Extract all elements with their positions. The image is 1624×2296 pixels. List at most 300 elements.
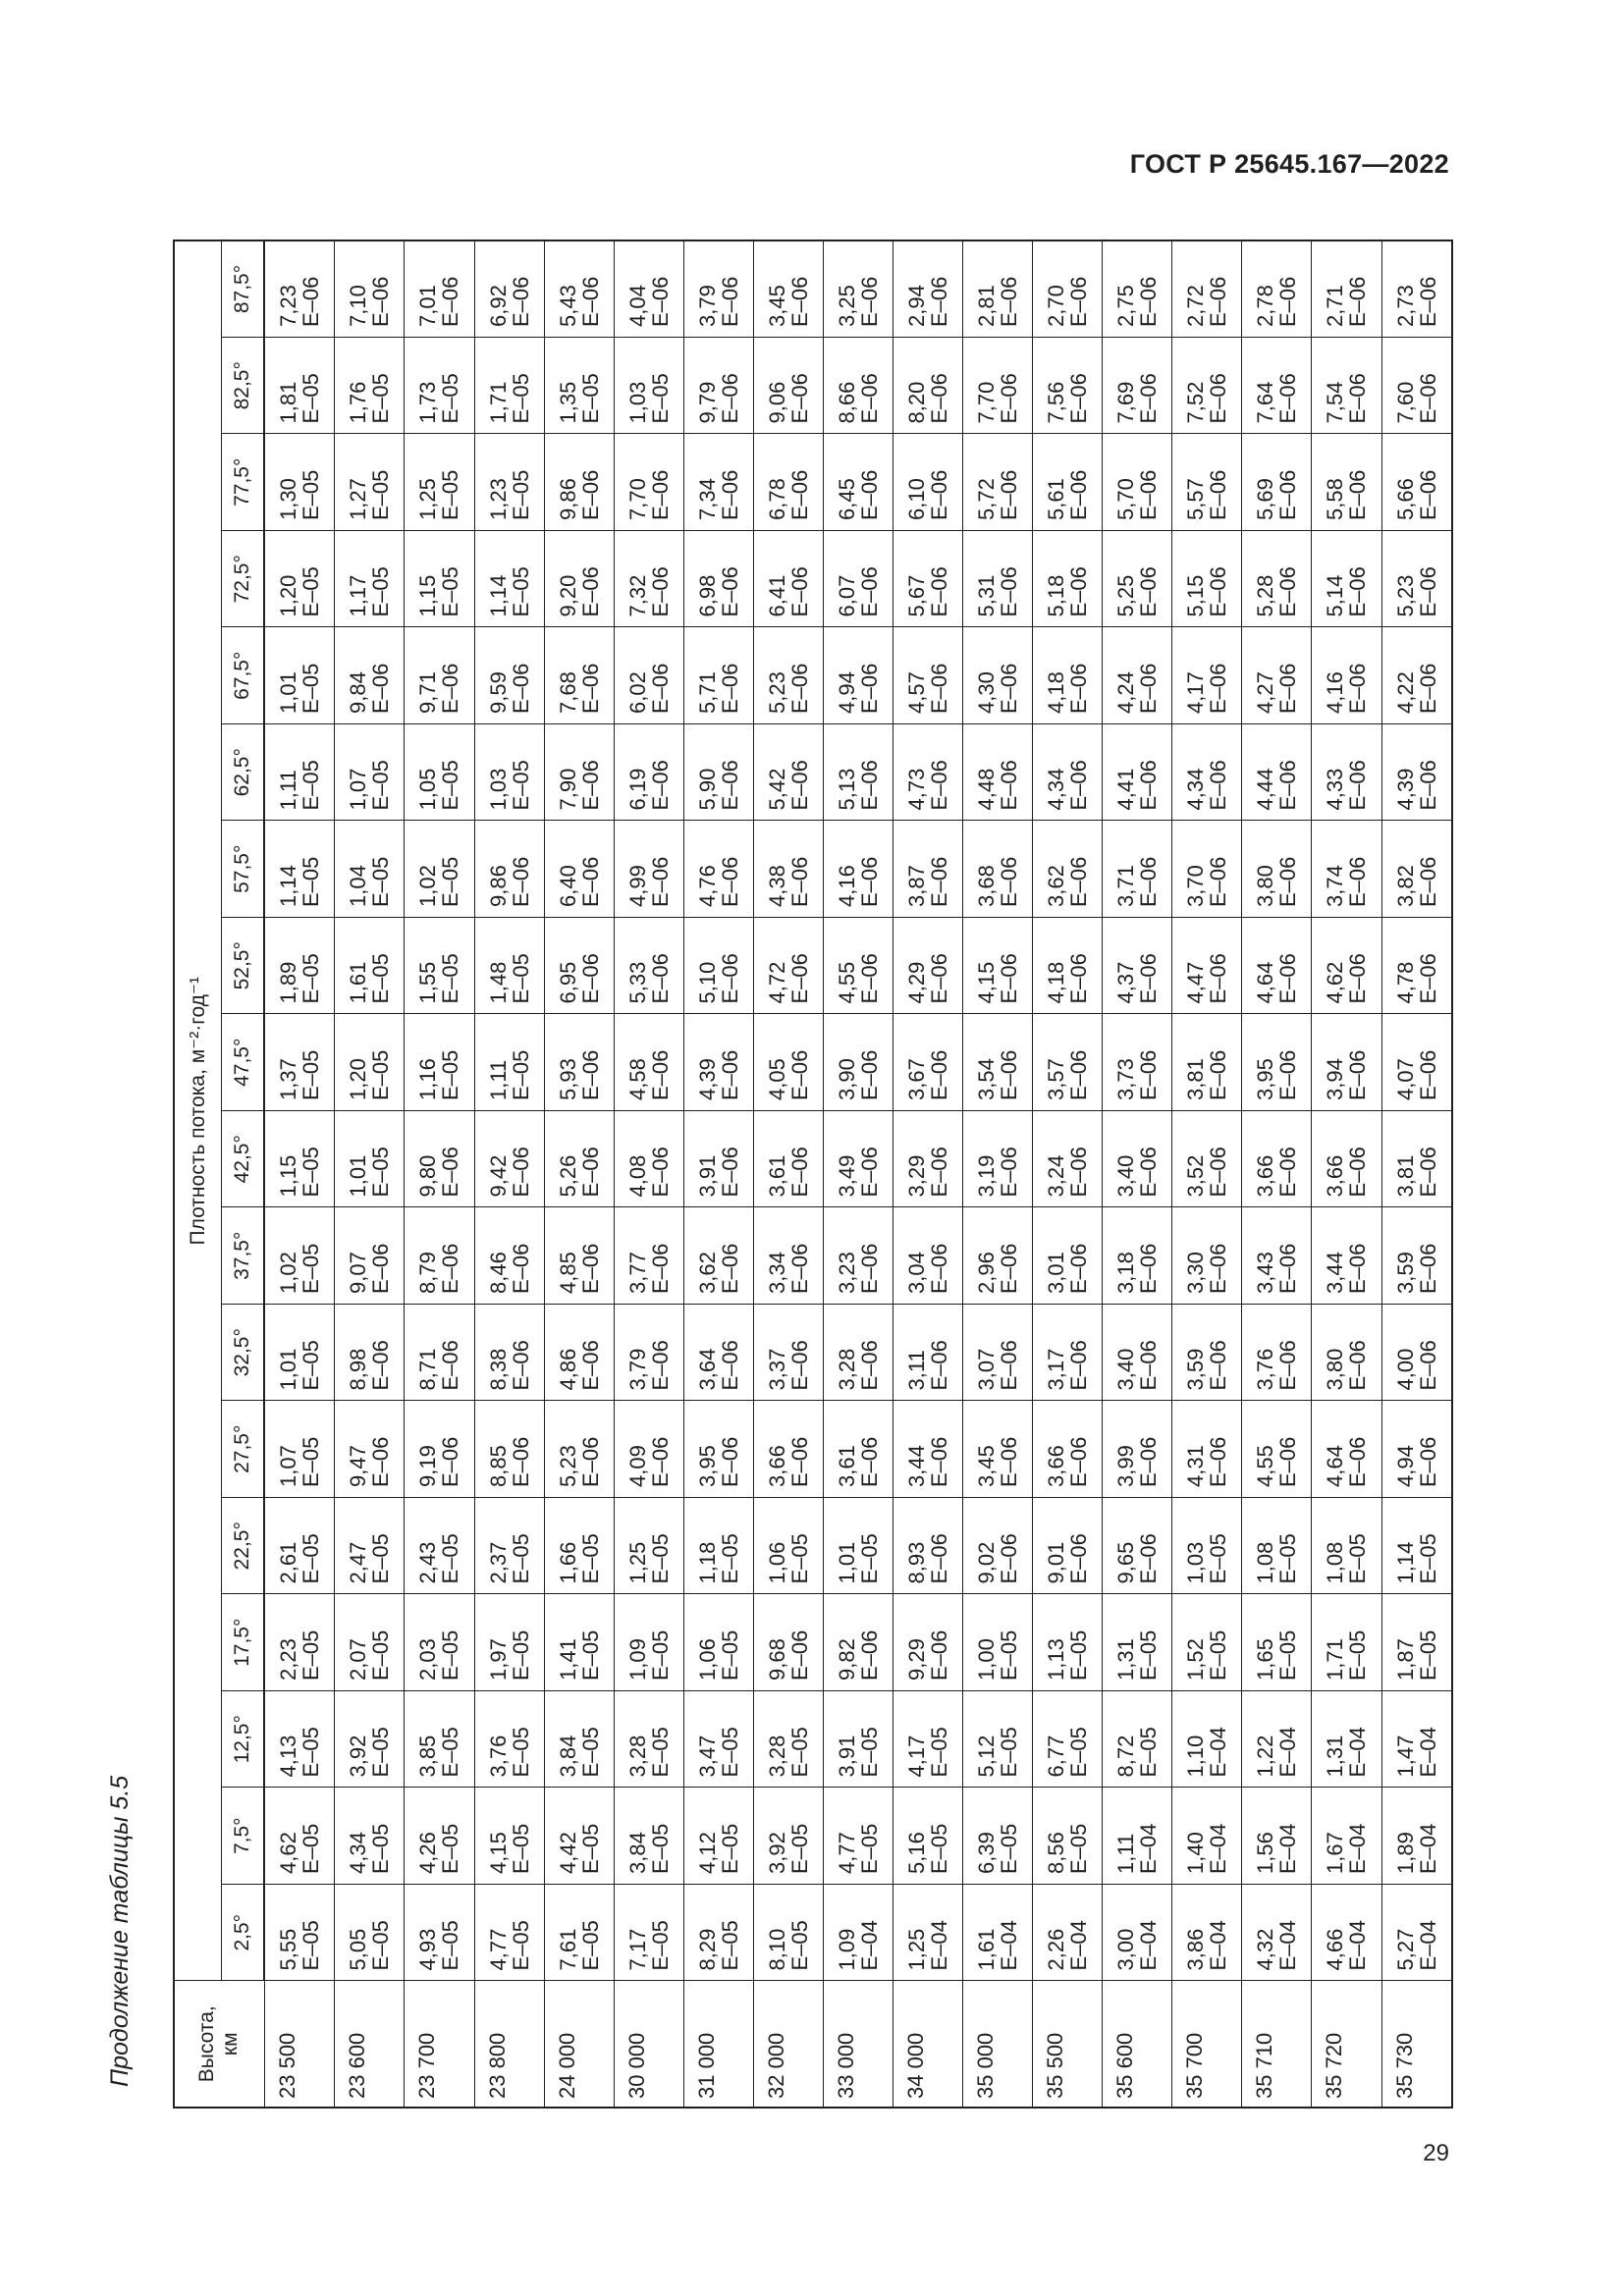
flux-exponent: E–06 bbox=[1136, 760, 1162, 811]
flux-mantissa: 1,18 bbox=[694, 1541, 720, 1584]
flux-value-cell bbox=[474, 240, 544, 338]
flux-exponent: E–05 bbox=[298, 1243, 324, 1294]
flux-exponent: E–05 bbox=[647, 1920, 673, 1971]
flux-value-cell bbox=[405, 918, 474, 1015]
flux-mantissa: 3,52 bbox=[1183, 1154, 1209, 1198]
flux-mantissa: 1,07 bbox=[346, 768, 371, 811]
flux-mantissa: 1,25 bbox=[904, 1928, 929, 1971]
flux-mantissa: 3,04 bbox=[904, 1252, 929, 1294]
flux-value-cell bbox=[1312, 627, 1381, 724]
flux-value-cell bbox=[335, 1691, 405, 1789]
flux-mantissa: 2,81 bbox=[974, 285, 1000, 327]
flux-value-cell bbox=[753, 627, 823, 724]
flux-value-cell bbox=[544, 821, 614, 918]
flux-exponent: E–06 bbox=[1136, 1147, 1162, 1198]
flux-mantissa: 1,11 bbox=[276, 770, 301, 811]
flux-value-cell bbox=[1381, 1691, 1452, 1789]
flux-mantissa: 3,00 bbox=[1113, 1928, 1139, 1971]
flux-mantissa: 3,79 bbox=[624, 1348, 650, 1391]
flux-value-cell bbox=[544, 1885, 614, 1982]
flux-exponent: E–06 bbox=[1345, 276, 1371, 327]
flux-mantissa: 4,31 bbox=[1183, 1445, 1209, 1487]
flux-value-cell bbox=[405, 1691, 474, 1789]
flux-exponent: E–05 bbox=[1415, 1629, 1440, 1681]
flux-mantissa: 5,10 bbox=[694, 961, 720, 1004]
flux-mantissa: 8,71 bbox=[415, 1348, 441, 1391]
flux-mantissa: 3,92 bbox=[346, 1735, 371, 1778]
flux-exponent: E–05 bbox=[577, 1533, 603, 1584]
flux-value-cell bbox=[614, 1111, 683, 1208]
flux-value-cell bbox=[405, 240, 474, 338]
flux-exponent: E–06 bbox=[927, 953, 951, 1004]
flux-value-cell bbox=[753, 338, 823, 435]
flux-mantissa: 4,77 bbox=[834, 1832, 859, 1874]
flux-exponent: E–06 bbox=[1275, 1147, 1301, 1198]
flux-exponent: E–06 bbox=[1415, 1436, 1440, 1487]
flux-exponent: E–06 bbox=[786, 953, 812, 1004]
flux-exponent: E–06 bbox=[856, 469, 882, 520]
flux-value-cell bbox=[474, 627, 544, 724]
flux-value-cell bbox=[1103, 1788, 1172, 1885]
flux-mantissa: 5,23 bbox=[1392, 574, 1418, 617]
flux-exponent: E–06 bbox=[856, 1629, 882, 1681]
flux-value-cell bbox=[1103, 1885, 1172, 1982]
flux-value-cell bbox=[264, 1207, 335, 1305]
flux-exponent: E–05 bbox=[647, 1823, 673, 1874]
flux-exponent: E–06 bbox=[1415, 1340, 1440, 1391]
flux-exponent: E–05 bbox=[647, 1727, 673, 1778]
flux-exponent: E–06 bbox=[438, 663, 463, 714]
flux-value-cell bbox=[963, 1788, 1033, 1885]
flux-mantissa: 8,46 bbox=[485, 1252, 511, 1294]
flux-exponent: E–06 bbox=[786, 1340, 812, 1391]
flux-exponent: E–05 bbox=[927, 1727, 951, 1778]
flux-mantissa: 7,64 bbox=[1253, 381, 1278, 424]
flux-exponent: E–06 bbox=[786, 1436, 812, 1487]
flux-exponent: E–06 bbox=[1136, 1533, 1162, 1584]
flux-mantissa: 5,27 bbox=[1392, 1928, 1418, 1971]
flux-exponent: E–04 bbox=[927, 1920, 951, 1971]
flux-value-cell bbox=[544, 627, 614, 724]
flux-mantissa: 5,61 bbox=[1044, 478, 1069, 520]
flux-value-cell bbox=[893, 531, 962, 628]
flux-exponent: E–06 bbox=[647, 1340, 673, 1391]
flux-mantissa: 1,22 bbox=[1253, 1735, 1278, 1778]
flux-value-cell bbox=[1172, 240, 1242, 338]
table-row bbox=[1172, 240, 1242, 2108]
flux-mantissa: 4,08 bbox=[624, 1154, 650, 1198]
flux-exponent: E–06 bbox=[856, 1049, 882, 1100]
flux-exponent: E–05 bbox=[997, 1727, 1022, 1778]
flux-value-cell bbox=[753, 1207, 823, 1305]
flux-mantissa: 3,61 bbox=[764, 1154, 789, 1198]
flux-value-cell bbox=[1033, 1305, 1103, 1402]
flux-value-cell bbox=[264, 1401, 335, 1498]
flux-exponent: E–05 bbox=[438, 469, 463, 520]
flux-exponent: E–06 bbox=[298, 276, 324, 327]
flux-mantissa: 1,00 bbox=[974, 1638, 1000, 1681]
flux-mantissa: 5,90 bbox=[694, 768, 720, 811]
flux-value-cell bbox=[614, 1885, 683, 1982]
flux-exponent: E–06 bbox=[1415, 1049, 1440, 1100]
flux-mantissa: 3,23 bbox=[834, 1252, 859, 1294]
flux-value-cell bbox=[335, 1885, 405, 1982]
flux-mantissa: 3,17 bbox=[1044, 1348, 1069, 1391]
flux-value-cell bbox=[893, 1401, 962, 1498]
flux-mantissa: 9,68 bbox=[764, 1638, 789, 1681]
flux-exponent: E–05 bbox=[856, 1727, 882, 1778]
flux-exponent: E–06 bbox=[717, 856, 742, 907]
flux-mantissa: 3,76 bbox=[1253, 1348, 1278, 1391]
flux-value-cell bbox=[753, 918, 823, 1015]
flux-mantissa: 3,49 bbox=[834, 1154, 859, 1198]
flux-mantissa: 7,90 bbox=[555, 768, 580, 811]
flux-exponent: E–06 bbox=[717, 1243, 742, 1294]
flux-value-cell bbox=[335, 531, 405, 628]
flux-exponent: E–05 bbox=[508, 566, 533, 617]
flux-exponent: E–06 bbox=[1136, 1340, 1162, 1391]
flux-value-cell bbox=[1103, 918, 1172, 1015]
flux-exponent: E–06 bbox=[647, 663, 673, 714]
flux-value-cell bbox=[823, 1691, 893, 1789]
flux-value-cell bbox=[405, 531, 474, 628]
flux-exponent: E–06 bbox=[1066, 276, 1092, 327]
flux-mantissa: 4,17 bbox=[904, 1735, 929, 1778]
flux-exponent: E–05 bbox=[717, 1727, 742, 1778]
flux-mantissa: 3,79 bbox=[694, 285, 720, 327]
flux-exponent: E–06 bbox=[508, 1147, 533, 1198]
flux-mantissa: 1,81 bbox=[276, 381, 301, 424]
flux-exponent: E–05 bbox=[298, 760, 324, 811]
flux-exponent: E–06 bbox=[856, 1243, 882, 1294]
flux-exponent: E–05 bbox=[717, 1920, 742, 1971]
flux-value-cell bbox=[1312, 1788, 1381, 1885]
flux-mantissa: 3,68 bbox=[974, 865, 1000, 907]
flux-mantissa: 4,30 bbox=[974, 671, 1000, 714]
flux-value-cell bbox=[614, 1594, 683, 1691]
flux-value-cell bbox=[405, 338, 474, 435]
height-cell: 35 000 bbox=[963, 1981, 1033, 2108]
flux-exponent: E–05 bbox=[1066, 1823, 1092, 1874]
flux-mantissa: 2,75 bbox=[1113, 285, 1139, 327]
flux-value-cell bbox=[893, 1305, 962, 1402]
flux-exponent: E–05 bbox=[438, 373, 463, 424]
flux-mantissa: 5,66 bbox=[1392, 478, 1418, 520]
flux-value-cell bbox=[1103, 627, 1172, 724]
flux-value-cell bbox=[823, 1788, 893, 1885]
flux-mantissa: 9,20 bbox=[555, 574, 580, 617]
flux-value-cell bbox=[405, 1885, 474, 1982]
flux-value-cell bbox=[753, 434, 823, 531]
angle-header: 67,5° bbox=[221, 627, 264, 724]
flux-value-cell bbox=[963, 1207, 1033, 1305]
flux-mantissa: 4,34 bbox=[346, 1832, 371, 1874]
flux-value-cell bbox=[823, 1885, 893, 1982]
flux-value-cell bbox=[1172, 1788, 1242, 1885]
flux-exponent: E–05 bbox=[438, 953, 463, 1004]
flux-mantissa: 4,47 bbox=[1183, 961, 1209, 1004]
flux-mantissa: 4,38 bbox=[764, 865, 789, 907]
flux-exponent: E–06 bbox=[997, 663, 1022, 714]
flux-value-cell bbox=[1242, 1885, 1312, 1982]
flux-value-cell bbox=[614, 531, 683, 628]
height-cell: 30 000 bbox=[614, 1981, 683, 2108]
flux-mantissa: 1,08 bbox=[1253, 1541, 1278, 1584]
flux-value-cell bbox=[1103, 1305, 1172, 1402]
flux-exponent: E–04 bbox=[1136, 1823, 1162, 1874]
flux-mantissa: 3,62 bbox=[1044, 865, 1069, 907]
flux-exponent: E–06 bbox=[1066, 1147, 1092, 1198]
flux-exponent: E–06 bbox=[1206, 1436, 1231, 1487]
flux-exponent: E–06 bbox=[1206, 760, 1231, 811]
flux-mantissa: 7,52 bbox=[1183, 381, 1209, 424]
flux-exponent: E–06 bbox=[997, 469, 1022, 520]
flux-mantissa: 3,76 bbox=[485, 1735, 511, 1778]
flux-exponent: E–06 bbox=[647, 1049, 673, 1100]
flux-density-table bbox=[173, 240, 1453, 2109]
flux-exponent: E–05 bbox=[1275, 1533, 1301, 1584]
flux-value-cell bbox=[1103, 1401, 1172, 1498]
flux-value-cell bbox=[893, 1885, 962, 1982]
flux-exponent: E–06 bbox=[1206, 566, 1231, 617]
flux-exponent: E–06 bbox=[1415, 276, 1440, 327]
flux-value-cell bbox=[474, 1498, 544, 1595]
table-row bbox=[264, 240, 335, 2108]
flux-exponent: E–04 bbox=[1345, 1727, 1371, 1778]
flux-mantissa: 1,09 bbox=[624, 1638, 650, 1681]
flux-value-cell bbox=[753, 1788, 823, 1885]
flux-mantissa: 1,14 bbox=[276, 865, 301, 907]
flux-value-cell bbox=[405, 1401, 474, 1498]
flux-exponent: E–05 bbox=[1136, 1629, 1162, 1681]
flux-exponent: E–05 bbox=[438, 1629, 463, 1681]
flux-mantissa: 1,08 bbox=[1323, 1541, 1348, 1584]
flux-value-cell bbox=[1242, 1014, 1312, 1111]
flux-value-cell bbox=[1242, 1207, 1312, 1305]
flux-exponent: E–05 bbox=[298, 1533, 324, 1584]
flux-exponent: E–06 bbox=[1066, 953, 1092, 1004]
flux-mantissa: 3,64 bbox=[694, 1348, 720, 1391]
flux-exponent: E–06 bbox=[717, 566, 742, 617]
flux-exponent: E–06 bbox=[786, 856, 812, 907]
flux-exponent: E–06 bbox=[1136, 663, 1162, 714]
flux-exponent: E–06 bbox=[1136, 856, 1162, 907]
flux-value-cell bbox=[474, 1788, 544, 1885]
flux-value-cell bbox=[683, 1111, 753, 1208]
flux-exponent: E–06 bbox=[1345, 373, 1371, 424]
flux-exponent: E–06 bbox=[927, 373, 951, 424]
flux-value-cell bbox=[1312, 1305, 1381, 1402]
flux-exponent: E–05 bbox=[856, 1823, 882, 1874]
flux-mantissa: 5,23 bbox=[555, 1445, 580, 1487]
flux-mantissa: 5,67 bbox=[904, 574, 929, 617]
flux-mantissa: 4,39 bbox=[694, 1058, 720, 1100]
flux-mantissa: 1,71 bbox=[1323, 1638, 1348, 1681]
flux-value-cell bbox=[823, 1401, 893, 1498]
flux-value-cell bbox=[405, 1594, 474, 1691]
height-cell: 35 720 bbox=[1312, 1981, 1381, 2108]
angle-header: 52,5° bbox=[221, 918, 264, 1015]
flux-mantissa: 1,30 bbox=[276, 478, 301, 520]
flux-exponent: E–05 bbox=[508, 373, 533, 424]
flux-value-cell bbox=[893, 1594, 962, 1691]
flux-value-cell bbox=[1381, 724, 1452, 822]
flux-exponent: E–06 bbox=[1206, 856, 1231, 907]
table-row bbox=[963, 240, 1033, 2108]
flux-exponent: E–05 bbox=[577, 1727, 603, 1778]
flux-exponent: E–05 bbox=[856, 1533, 882, 1584]
flux-value-cell bbox=[963, 918, 1033, 1015]
flux-exponent: E–06 bbox=[1206, 1049, 1231, 1100]
flux-value-cell bbox=[963, 821, 1033, 918]
flux-mantissa: 3,18 bbox=[1113, 1252, 1139, 1294]
flux-value-cell bbox=[544, 724, 614, 822]
flux-exponent: E–05 bbox=[368, 1533, 394, 1584]
flux-exponent: E–06 bbox=[717, 1147, 742, 1198]
flux-value-cell bbox=[823, 1014, 893, 1111]
flux-mantissa: 4,41 bbox=[1113, 768, 1139, 811]
flux-mantissa: 6,10 bbox=[904, 478, 929, 520]
flux-value-cell bbox=[405, 627, 474, 724]
flux-exponent: E–06 bbox=[508, 1243, 533, 1294]
flux-value-cell bbox=[1033, 627, 1103, 724]
flux-mantissa: 4,27 bbox=[1253, 671, 1278, 714]
flux-mantissa: 4,77 bbox=[485, 1928, 511, 1971]
flux-value-cell bbox=[1033, 724, 1103, 822]
flux-exponent: E–06 bbox=[856, 1436, 882, 1487]
flux-value-cell bbox=[614, 1207, 683, 1305]
flux-exponent: E–04 bbox=[1275, 1727, 1301, 1778]
flux-mantissa: 4,94 bbox=[1392, 1445, 1418, 1487]
height-cell: 33 000 bbox=[823, 1981, 893, 2108]
flux-exponent: E–06 bbox=[1345, 566, 1371, 617]
height-cell: 24 000 bbox=[544, 1981, 614, 2108]
angle-header: 17,5° bbox=[221, 1594, 264, 1691]
flux-value-cell bbox=[1172, 531, 1242, 628]
flux-mantissa: 3,19 bbox=[974, 1154, 1000, 1198]
flux-value-cell bbox=[264, 1885, 335, 1982]
flux-mantissa: 3,37 bbox=[764, 1348, 789, 1391]
flux-value-cell bbox=[823, 240, 893, 338]
height-cell: 35 500 bbox=[1033, 1981, 1103, 2108]
flux-mantissa: 3,24 bbox=[1044, 1154, 1069, 1198]
flux-mantissa: 4,22 bbox=[1392, 671, 1418, 714]
flux-mantissa: 2,26 bbox=[1044, 1928, 1069, 1971]
flux-mantissa: 4,76 bbox=[694, 865, 720, 907]
flux-exponent: E–06 bbox=[1415, 469, 1440, 520]
flux-exponent: E–05 bbox=[786, 1533, 812, 1584]
flux-exponent: E–06 bbox=[786, 276, 812, 327]
flux-value-cell bbox=[893, 627, 962, 724]
flux-exponent: E–06 bbox=[1345, 856, 1371, 907]
flux-mantissa: 3,82 bbox=[1392, 865, 1418, 907]
flux-exponent: E–06 bbox=[1136, 373, 1162, 424]
flux-exponent: E–05 bbox=[927, 1823, 951, 1874]
flux-mantissa: 4,37 bbox=[1113, 961, 1139, 1004]
flux-mantissa: 5,26 bbox=[555, 1154, 580, 1198]
flux-mantissa: 3,90 bbox=[834, 1058, 859, 1100]
flux-value-cell bbox=[544, 1111, 614, 1208]
page-number: 29 bbox=[1423, 2140, 1449, 2166]
flux-value-cell bbox=[1242, 531, 1312, 628]
flux-mantissa: 9,29 bbox=[904, 1638, 929, 1681]
flux-exponent: E–05 bbox=[298, 663, 324, 714]
angle-header: 82,5° bbox=[221, 338, 264, 435]
flux-value-cell bbox=[1103, 531, 1172, 628]
flux-mantissa: 1,01 bbox=[276, 1348, 301, 1391]
flux-value-cell bbox=[1242, 338, 1312, 435]
table-row bbox=[1103, 240, 1172, 2108]
flux-exponent: E–06 bbox=[647, 469, 673, 520]
flux-value-cell bbox=[1103, 240, 1172, 338]
flux-mantissa: 3,59 bbox=[1392, 1252, 1418, 1294]
flux-exponent: E–06 bbox=[1275, 469, 1301, 520]
flux-mantissa: 3,59 bbox=[1183, 1348, 1209, 1391]
flux-value-cell bbox=[753, 1014, 823, 1111]
flux-value-cell bbox=[1312, 1207, 1381, 1305]
flux-mantissa: 6,40 bbox=[555, 865, 580, 907]
flux-mantissa: 8,85 bbox=[485, 1445, 511, 1487]
flux-exponent: E–06 bbox=[368, 1243, 394, 1294]
flux-exponent: E–06 bbox=[856, 276, 882, 327]
flux-value-cell bbox=[753, 724, 823, 822]
flux-mantissa: 5,13 bbox=[834, 768, 859, 811]
flux-value-cell bbox=[1242, 1691, 1312, 1789]
flux-exponent: E–04 bbox=[1415, 1920, 1440, 1971]
flux-mantissa: 4,62 bbox=[1323, 961, 1348, 1004]
flux-exponent: E–06 bbox=[856, 760, 882, 811]
flux-value-cell bbox=[1172, 1594, 1242, 1691]
flux-mantissa: 4,26 bbox=[415, 1832, 441, 1874]
flux-exponent: E–06 bbox=[1345, 1049, 1371, 1100]
height-cell: 23 600 bbox=[335, 1981, 405, 2108]
flux-value-cell bbox=[544, 1594, 614, 1691]
flux-mantissa: 4,78 bbox=[1392, 961, 1418, 1004]
flux-exponent: E–06 bbox=[927, 1340, 951, 1391]
flux-mantissa: 4,86 bbox=[555, 1348, 580, 1391]
flux-value-cell bbox=[405, 434, 474, 531]
flux-value-cell bbox=[753, 821, 823, 918]
angle-header: 2,5° bbox=[221, 1885, 264, 1982]
table-caption: Продолжение таблицы 5.5 bbox=[106, 1775, 134, 2087]
flux-mantissa: 3,87 bbox=[904, 865, 929, 907]
flux-value-cell bbox=[683, 627, 753, 724]
flux-exponent: E–05 bbox=[1206, 1629, 1231, 1681]
flux-exponent: E–05 bbox=[1275, 1629, 1301, 1681]
flux-mantissa: 4,24 bbox=[1113, 671, 1139, 714]
flux-value-cell bbox=[264, 240, 335, 338]
flux-value-cell bbox=[963, 627, 1033, 724]
flux-value-cell bbox=[963, 240, 1033, 338]
flux-exponent: E–06 bbox=[1066, 1243, 1092, 1294]
flux-mantissa: 9,06 bbox=[764, 381, 789, 424]
flux-value-cell bbox=[1312, 1014, 1381, 1111]
flux-value-cell bbox=[1242, 1305, 1312, 1402]
height-cell: 31 000 bbox=[683, 1981, 753, 2108]
flux-value-cell bbox=[335, 1111, 405, 1208]
flux-value-cell bbox=[1033, 1498, 1103, 1595]
flux-value-cell bbox=[614, 1498, 683, 1595]
flux-exponent: E–06 bbox=[1275, 276, 1301, 327]
flux-mantissa: 9,71 bbox=[415, 671, 441, 714]
flux-mantissa: 3,40 bbox=[1113, 1154, 1139, 1198]
flux-value-cell bbox=[1312, 1885, 1381, 1982]
flux-exponent: E–06 bbox=[1206, 1147, 1231, 1198]
flux-mantissa: 1,97 bbox=[485, 1638, 511, 1681]
flux-exponent: E–06 bbox=[438, 1340, 463, 1391]
angle-header: 62,5° bbox=[221, 724, 264, 822]
flux-mantissa: 5,93 bbox=[555, 1058, 580, 1100]
